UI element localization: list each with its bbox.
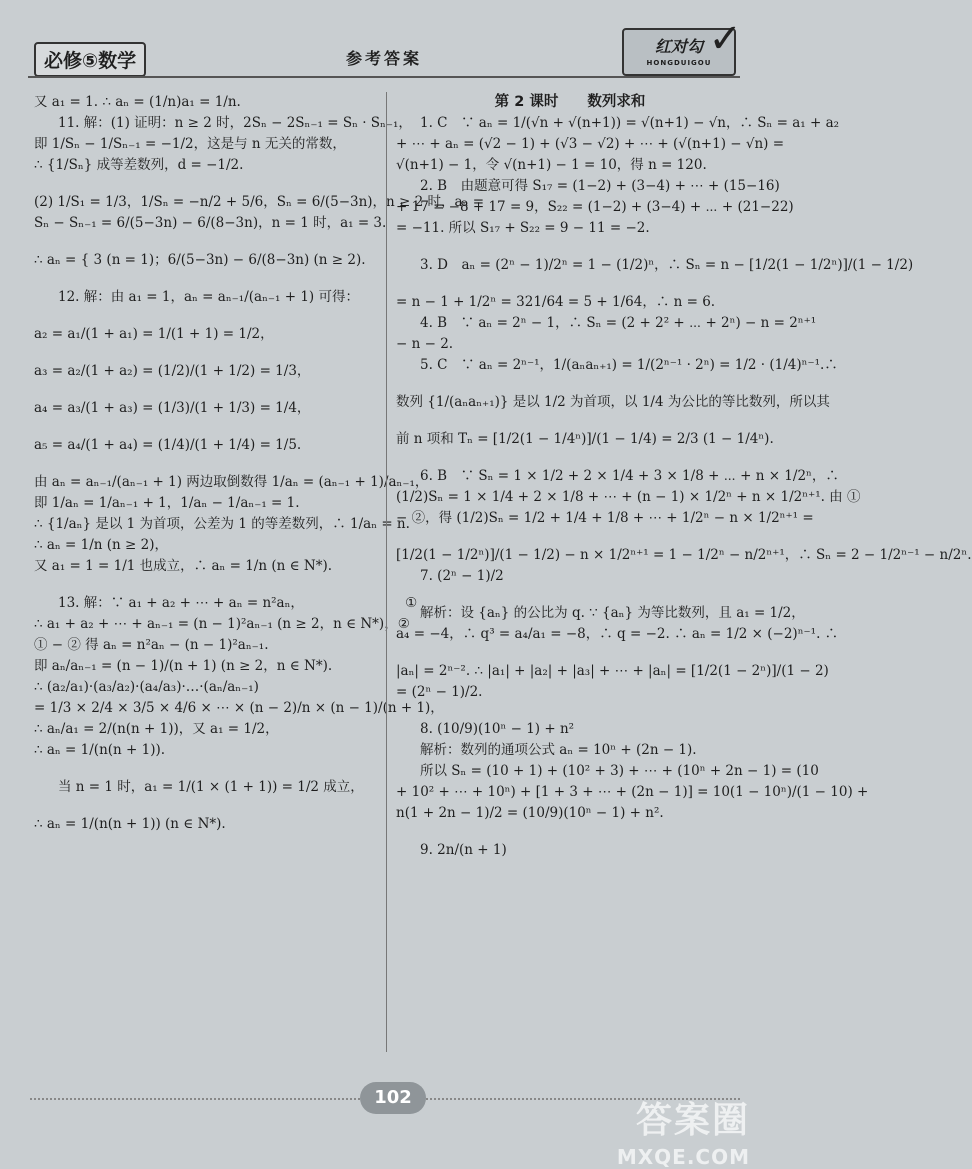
answer-line: a₄ = a₃/(1 + a₃) = (1/3)/(1 + 1/3) = 1/4，: [34, 400, 311, 416]
answer-line: = −11. 所以 S₁₇ + S₂₂ = 9 − 11 = −2.: [396, 220, 650, 236]
page-number: 102: [360, 1082, 426, 1114]
logo-text: 红对勾: [654, 37, 703, 56]
answer-line: ∴ {1/aₙ} 是以 1 为首项，公差为 1 的等差数列，∴ 1/aₙ = n.: [34, 516, 410, 532]
answer-line: 解析：数列的通项公式 aₙ = 10ⁿ + (2n − 1).: [420, 742, 697, 758]
book-label: 必修⑤数学: [34, 42, 146, 77]
watermark: [617, 1092, 750, 1169]
answer-line: 又 a₁ = 1. ∴ aₙ = (1/n)a₁ = 1/n.: [34, 94, 241, 110]
answer-line: a₅ = a₄/(1 + a₄) = (1/4)/(1 + 1/4) = 1/5.: [34, 437, 302, 453]
answer-line: + 17 = −8 + 17 = 9，S₂₂ = (1−2) + (3−4) + ⋯ + (21−22): [396, 199, 794, 215]
answer-line: 又 a₁ = 1 = 1/1 也成立，∴ aₙ = 1/n (n ∈ N*).: [34, 558, 333, 574]
answer-line: 1. C ∵ aₙ = 1/(√n + √(n+1)) = √(n+1) − √n，∴ Sₙ = a₁ + a₂: [420, 115, 840, 131]
answer-line: (2) 1/S₁ = 1/3，1/Sₙ = −n/2 + 5/6，Sₙ = 6/(5−3n)，n ≥ 2 时，aₙ =: [34, 194, 485, 210]
answer-line: ∴ aₙ = 1/(n(n + 1)).: [34, 742, 166, 758]
watermark-logo-text: 答案圈: [635, 1100, 750, 1141]
answer-line: Sₙ − Sₙ₋₁ = 6/(5−3n) − 6/(8−3n)，n = 1 时，a₁ = 3.: [34, 215, 387, 231]
header-rule: [28, 76, 740, 78]
answer-line: ∴ aₙ = { 3 (n = 1)；6/(5−3n) − 6/(8−3n) (n ≥ 2).: [34, 252, 366, 268]
answer-line: 5. C ∵ aₙ = 2ⁿ⁻¹，1/(aₙaₙ₊₁) = 1/(2ⁿ⁻¹ · 2ⁿ) = 1/2 · (1/4)ⁿ⁻¹.∴: [420, 357, 838, 373]
answer-line: 11. 解：(1) 证明：n ≥ 2 时，2Sₙ − 2Sₙ₋₁ = Sₙ · Sₙ₋₁，: [58, 115, 412, 131]
answer-line: a₃ = a₂/(1 + a₂) = (1/2)/(1 + 1/2) = 1/3，: [34, 363, 311, 379]
answer-line: 3. D aₙ = (2ⁿ − 1)/2ⁿ = 1 − (1/2)ⁿ，∴ Sₙ = n − [1/2(1 − 1/2ⁿ)]/(1 − 1/2): [420, 257, 914, 273]
answer-line: 由 aₙ = aₙ₋₁/(aₙ₋₁ + 1) 两边取倒数得 1/aₙ = (aₙ₋₁ + 1)/aₙ₋₁，: [34, 474, 429, 490]
answer-line: 即 aₙ/aₙ₋₁ = (n − 1)/(n + 1) (n ≥ 2，n ∈ N*).: [34, 658, 333, 674]
answer-line: 12. 解：由 a₁ = 1，aₙ = aₙ₋₁/(aₙ₋₁ + 1) 可得：: [58, 289, 359, 305]
answer-line: 即 1/Sₙ − 1/Sₙ₋₁ = −1/2，这是与 n 无关的常数，: [34, 136, 346, 152]
answer-line: 4. B ∵ aₙ = 2ⁿ − 1，∴ Sₙ = (2 + 2² + ⋯ + 2ⁿ) − n = 2ⁿ⁺¹: [420, 315, 817, 331]
answer-line: ∴ aₙ = 1/(n(n + 1)) (n ∈ N*).: [34, 816, 226, 832]
answer-line: = (2ⁿ − 1)/2.: [396, 684, 483, 700]
answer-line: 9. 2n/(n + 1): [420, 842, 507, 858]
answer-line: 13. 解：∵ a₁ + a₂ + ⋯ + aₙ = n²aₙ， ①: [58, 595, 418, 611]
answer-line: 前 n 项和 Tₙ = [1/2(1 − 1/4ⁿ)]/(1 − 1/4) = 2/3 (1 − 1/4ⁿ).: [396, 431, 774, 447]
answer-line: 7. (2ⁿ − 1)/2: [420, 568, 504, 584]
answer-line: 8. (10/9)(10ⁿ − 1) + n²: [420, 721, 575, 737]
answer-line: ∴ aₙ = 1/n (n ≥ 2)，: [34, 537, 168, 553]
column-divider: [386, 92, 387, 1052]
answer-line: = n − 1 + 1/2ⁿ = 321/64 = 5 + 1/64，∴ n = 6.: [396, 294, 716, 310]
publisher-logo: [622, 16, 742, 76]
section-title: 参考答案: [345, 49, 422, 68]
logo-subtext: HONGDUIGOU: [646, 59, 712, 67]
answer-line: 所以 Sₙ = (10 + 1) + (10² + 3) + ⋯ + (10ⁿ + 2n − 1) = (10: [420, 763, 819, 779]
lesson-title: 第 2 课时 数列求和: [494, 94, 646, 110]
answer-line: |aₙ| = 2ⁿ⁻². ∴ |a₁| + |a₂| + |a₃| + ⋯ + |aₙ| = [1/2(1 − 2ⁿ)]/(1 − 2): [396, 663, 829, 679]
page-header: [28, 16, 742, 80]
answer-line: [1/2(1 − 1/2ⁿ)]/(1 − 1/2) − n × 1/2ⁿ⁺¹ = 1 − 1/2ⁿ − n/2ⁿ⁺¹，∴ Sₙ = 2 − 1/2ⁿ⁻¹ − n/2ⁿ.: [396, 547, 972, 563]
answer-line: (1/2)Sₙ = 1 × 1/4 + 2 × 1/8 + ⋯ + (n − 1) × 1/2ⁿ + n × 1/2ⁿ⁺¹. 由 ①: [396, 489, 861, 505]
right-column: [396, 92, 972, 861]
answer-line: 当 n = 1 时，a₁ = 1/(1 × (1 + 1)) = 1/2 成立，: [58, 779, 364, 795]
answer-line: ∴ a₁ + a₂ + ⋯ + aₙ₋₁ = (n − 1)²aₙ₋₁ (n ≥ 2，n ∈ N*)，②: [34, 616, 410, 632]
answer-line: ∴ (a₂/a₁)·(a₃/a₂)·(a₄/a₃)·…·(aₙ/aₙ₋₁): [34, 679, 259, 695]
answer-line: 数列 {1/(aₙaₙ₊₁)} 是以 1/2 为首项，以 1/4 为公比的等比数列，所以其: [396, 394, 830, 410]
answer-line: ∴ aₙ/a₁ = 2/(n(n + 1))，又 a₁ = 1/2，: [34, 721, 279, 737]
answer-line: ① − ② 得 aₙ = n²aₙ − (n − 1)²aₙ₋₁.: [34, 637, 269, 653]
answer-line: − ②，得 (1/2)Sₙ = 1/2 + 1/4 + 1/8 + ⋯ + 1/2ⁿ − n × 1/2ⁿ⁺¹ =: [396, 510, 814, 526]
answer-line: √(n+1) − 1，令 √(n+1) − 1 = 10，得 n = 120.: [396, 157, 707, 173]
answer-line: + 10² + ⋯ + 10ⁿ) + [1 + 3 + ⋯ + (2n − 1)] = 10(1 − 10ⁿ)/(1 − 10) +: [396, 784, 869, 800]
answer-line: 6. B ∵ Sₙ = 1 × 1/2 + 2 × 1/4 + 3 × 1/8 + ⋯ + n × 1/2ⁿ，∴: [420, 468, 839, 484]
answer-line: 2. B 由题意可得 S₁₇ = (1−2) + (3−4) + ⋯ + (15−16): [420, 178, 780, 194]
answer-line: ∴ {1/Sₙ} 成等差数列，d = −1/2.: [34, 157, 244, 173]
answer-line: − n − 2.: [396, 336, 454, 352]
answer-line: n(1 + 2n − 1)/2 = (10/9)(10ⁿ − 1) + n².: [396, 805, 664, 821]
answer-line: = 1/3 × 2/4 × 3/5 × 4/6 × ⋯ × (n − 2)/n × (n − 1)/(n + 1)，: [34, 700, 444, 716]
answer-line: 即 1/aₙ = 1/aₙ₋₁ + 1，1/aₙ − 1/aₙ₋₁ = 1.: [34, 495, 300, 511]
answer-line: a₄ = −4，∴ q³ = a₄/a₁ = −8，∴ q = −2. ∴ aₙ = 1/2 × (−2)ⁿ⁻¹. ∴: [396, 626, 839, 642]
answer-line: 解析：设 {aₙ} 的公比为 q. ∵ {aₙ} 为等比数列，且 a₁ = 1/2，: [420, 605, 805, 621]
watermark-url: MXQE.COM: [616, 1145, 750, 1169]
answer-line: + ⋯ + aₙ = (√2 − 1) + (√3 − √2) + ⋯ + (√(n+1) − √n) =: [396, 136, 785, 152]
check-mark-icon: ✓: [708, 16, 742, 62]
answer-line: a₂ = a₁/(1 + a₁) = 1/(1 + 1) = 1/2，: [34, 326, 274, 342]
